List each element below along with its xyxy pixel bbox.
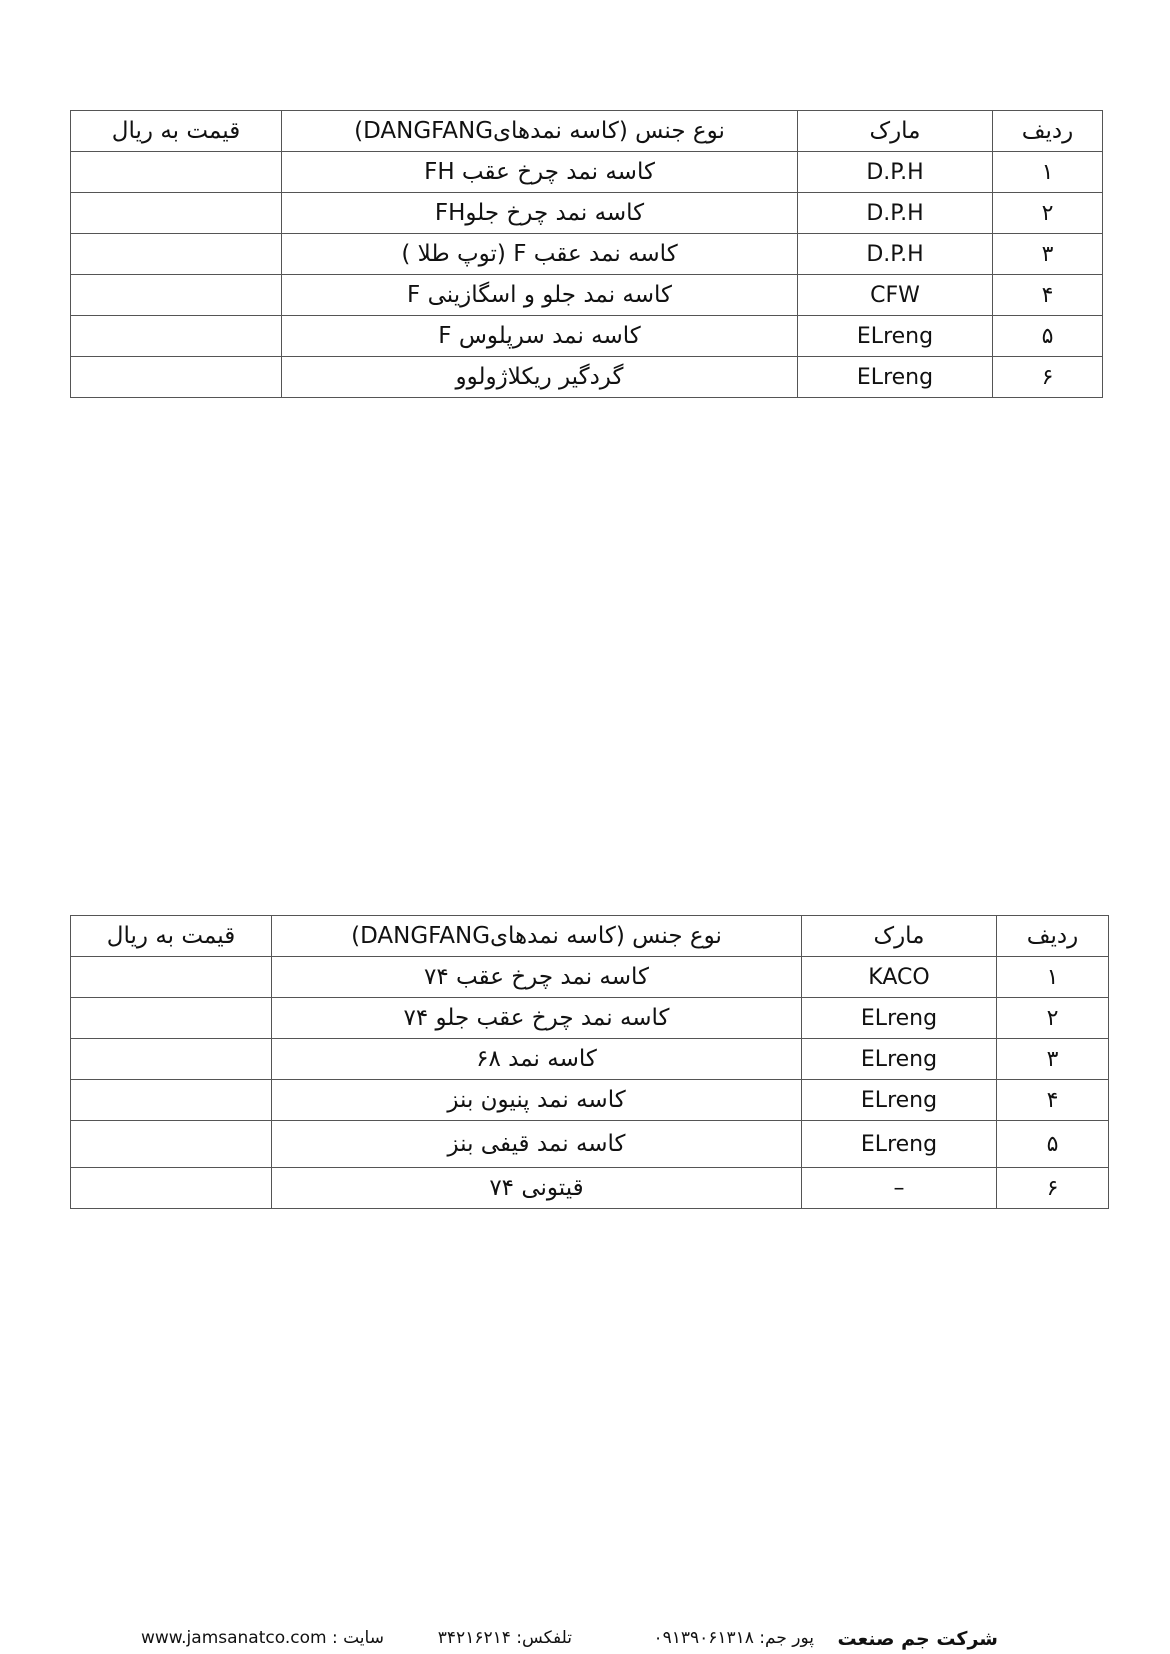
price-cell bbox=[71, 357, 282, 398]
row-number: ۲ bbox=[993, 193, 1103, 234]
company-name: شرکت جم صنعت bbox=[837, 1628, 998, 1650]
item-type-cell: کاسه نمد عقب F (توپ طلا ) bbox=[282, 234, 798, 275]
brand-cell: ELreng bbox=[802, 1039, 997, 1080]
row-number: ۱ bbox=[993, 152, 1103, 193]
table-row bbox=[71, 1080, 1109, 1121]
price-cell bbox=[71, 1080, 272, 1121]
table-row bbox=[71, 957, 1109, 998]
item-type-cell: گردگیر ریکلاژولوو bbox=[282, 357, 798, 398]
brand-cell: ELreng bbox=[802, 998, 997, 1039]
price-cell bbox=[71, 1121, 272, 1168]
price-cell bbox=[71, 193, 282, 234]
table-row bbox=[71, 275, 1103, 316]
header-row-number: ردیف bbox=[997, 916, 1109, 957]
price-cell bbox=[71, 957, 272, 998]
price-cell bbox=[71, 275, 282, 316]
item-type-cell: کاسه نمد ۶۸ bbox=[272, 1039, 802, 1080]
header-price: قیمت به ریال bbox=[71, 111, 282, 152]
brand-cell: D.P.H bbox=[798, 234, 993, 275]
row-number: ۱ bbox=[997, 957, 1109, 998]
row-number: ۶ bbox=[997, 1168, 1109, 1209]
brand-cell: D.P.H bbox=[798, 193, 993, 234]
item-type-cell: کاسه نمد پنیون بنز bbox=[272, 1080, 802, 1121]
item-type-cell: کاسه نمد چرخ عقب FH bbox=[282, 152, 798, 193]
row-number: ۴ bbox=[997, 1080, 1109, 1121]
table-row bbox=[71, 1039, 1109, 1080]
price-table-2 bbox=[70, 915, 1109, 1209]
price-cell bbox=[71, 1168, 272, 1209]
brand-cell: CFW bbox=[798, 275, 993, 316]
table-row bbox=[71, 316, 1103, 357]
page-footer bbox=[0, 1628, 1170, 1654]
brand-cell: ELreng bbox=[798, 357, 993, 398]
table-row bbox=[71, 193, 1103, 234]
row-number: ۵ bbox=[993, 316, 1103, 357]
header-item-type: نوع جنس (کاسه نمدهایDANGFANG) bbox=[282, 111, 798, 152]
item-type-cell: قیتونی ۷۴ bbox=[272, 1168, 802, 1209]
price-cell bbox=[71, 1039, 272, 1080]
website-link[interactable]: www.jamsanatco.com : سایت bbox=[141, 1628, 384, 1648]
header-row-number: ردیف bbox=[993, 111, 1103, 152]
brand-cell: D.P.H bbox=[798, 152, 993, 193]
header-price: قیمت به ریال bbox=[71, 916, 272, 957]
price-table-1 bbox=[70, 110, 1103, 398]
brand-cell: – bbox=[802, 1168, 997, 1209]
brand-cell: KACO bbox=[802, 957, 997, 998]
table-header-row bbox=[71, 111, 1103, 152]
mobile-number: پور جم: ۰۹۱۳۹۰۶۱۳۱۸ bbox=[653, 1628, 814, 1648]
table-row bbox=[71, 357, 1103, 398]
item-type-cell: کاسه نمد قیفی بنز bbox=[272, 1121, 802, 1168]
table-row bbox=[71, 998, 1109, 1039]
row-number: ۳ bbox=[993, 234, 1103, 275]
item-type-cell: کاسه نمد چرخ جلوFH bbox=[282, 193, 798, 234]
price-cell bbox=[71, 316, 282, 357]
table-row bbox=[71, 234, 1103, 275]
item-type-cell: کاسه نمد سرپلوس F bbox=[282, 316, 798, 357]
item-type-cell: کاسه نمد جلو و اسگازینی F bbox=[282, 275, 798, 316]
item-type-cell: کاسه نمد چرخ عقب جلو ۷۴ bbox=[272, 998, 802, 1039]
row-number: ۴ bbox=[993, 275, 1103, 316]
price-cell bbox=[71, 152, 282, 193]
header-brand: مارک bbox=[798, 111, 993, 152]
price-cell bbox=[71, 234, 282, 275]
brand-cell: ELreng bbox=[802, 1121, 997, 1168]
table-row bbox=[71, 1121, 1109, 1168]
table-row bbox=[71, 152, 1103, 193]
row-number: ۶ bbox=[993, 357, 1103, 398]
row-number: ۳ bbox=[997, 1039, 1109, 1080]
table-header-row bbox=[71, 916, 1109, 957]
table-row bbox=[71, 1168, 1109, 1209]
row-number: ۵ bbox=[997, 1121, 1109, 1168]
header-brand: مارک bbox=[802, 916, 997, 957]
header-item-type: نوع جنس (کاسه نمدهایDANGFANG) bbox=[272, 916, 802, 957]
brand-cell: ELreng bbox=[802, 1080, 997, 1121]
row-number: ۲ bbox=[997, 998, 1109, 1039]
item-type-cell: کاسه نمد چرخ عقب ۷۴ bbox=[272, 957, 802, 998]
brand-cell: ELreng bbox=[798, 316, 993, 357]
price-cell bbox=[71, 998, 272, 1039]
telefax-number: تلفکس: ۳۴۲۱۶۲۱۴ bbox=[437, 1628, 572, 1648]
